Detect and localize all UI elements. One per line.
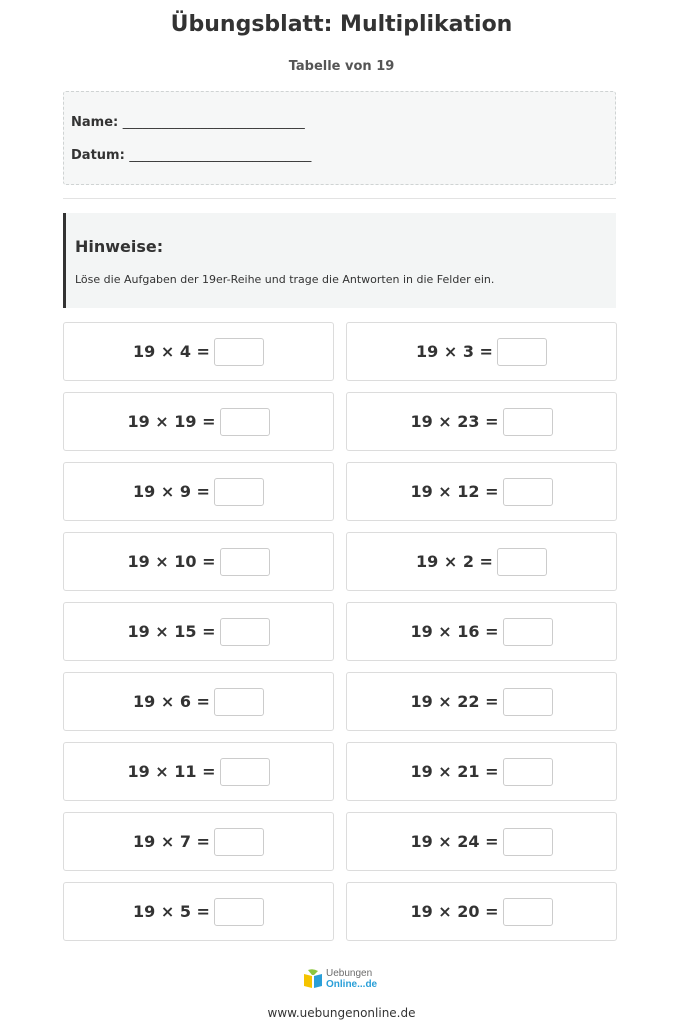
answer-input[interactable] [214,478,264,506]
exercise-expression: 19 × 2 = [416,552,493,571]
exercise-expression: 19 × 5 = [133,902,210,921]
page-subtitle: Tabelle von 19 [288,59,395,74]
answer-input[interactable] [503,898,553,926]
exercise-expression: 19 × 9 = [133,482,210,501]
student-info-box [63,91,616,185]
exercise-expression: 19 × 4 = [133,342,210,361]
exercise-expression: 19 × 19 = [127,412,216,431]
logo-text-top: Uebungen [326,968,373,979]
answer-input[interactable] [214,898,264,926]
book-icon [302,968,324,990]
date-line[interactable]: ____________________________ [129,148,312,163]
exercise-expression: 19 × 12 = [410,482,499,501]
exercise-cell [63,742,334,801]
exercise-expression: 19 × 7 = [133,832,210,851]
exercise-expression: 19 × 15 = [127,622,216,641]
exercise-cell [346,672,617,731]
exercise-cell [63,322,334,381]
date-row [71,148,311,163]
exercise-cell [346,882,617,941]
answer-input[interactable] [220,408,270,436]
date-label: Datum: [71,148,125,163]
answer-input[interactable] [214,688,264,716]
answer-input[interactable] [214,828,264,856]
exercise-expression: 19 × 24 = [410,832,499,851]
answer-input[interactable] [497,338,547,366]
exercise-expression: 19 × 16 = [410,622,499,641]
name-label: Name: [71,115,119,130]
site-logo [302,966,377,992]
exercise-expression: 19 × 3 = [416,342,493,361]
exercise-expression: 19 × 21 = [410,762,499,781]
name-row [71,115,305,130]
answer-input[interactable] [503,618,553,646]
exercise-cell [63,812,334,871]
exercise-cell [346,602,617,661]
answer-input[interactable] [220,548,270,576]
footer-url[interactable]: www.uebungenonline.de [267,1006,416,1020]
answer-input[interactable] [214,338,264,366]
exercise-cell [63,532,334,591]
page-title: Übungsblatt: Multiplikation [170,12,513,37]
exercise-cell [346,392,617,451]
exercise-cell [63,392,334,451]
exercise-cell [346,742,617,801]
hints-text: Löse die Aufgaben der 19er-Reihe und trage die Antworten in die Felder ein. [75,273,495,286]
divider [63,198,616,199]
exercise-cell [346,532,617,591]
exercise-expression: 19 × 23 = [410,412,499,431]
answer-input[interactable] [503,688,553,716]
exercise-expression: 19 × 6 = [133,692,210,711]
exercise-expression: 19 × 11 = [127,762,216,781]
exercise-expression: 19 × 20 = [410,902,499,921]
exercise-cell [63,602,334,661]
answer-input[interactable] [497,548,547,576]
exercise-expression: 19 × 10 = [127,552,216,571]
exercise-expression: 19 × 22 = [410,692,499,711]
hints-title: Hinweise: [75,237,164,256]
exercise-cell [63,462,334,521]
answer-input[interactable] [503,478,553,506]
answer-input[interactable] [503,758,553,786]
logo-text-bottom: Online...de [326,979,378,990]
answer-input[interactable] [503,828,553,856]
answer-input[interactable] [220,618,270,646]
answer-input[interactable] [220,758,270,786]
exercise-cell [346,322,617,381]
exercise-cell [63,882,334,941]
hints-box [63,213,616,308]
exercise-cell [346,462,617,521]
exercise-cell [346,812,617,871]
answer-input[interactable] [503,408,553,436]
exercise-grid [63,322,617,941]
name-line[interactable]: ____________________________ [122,115,305,130]
exercise-cell [63,672,334,731]
